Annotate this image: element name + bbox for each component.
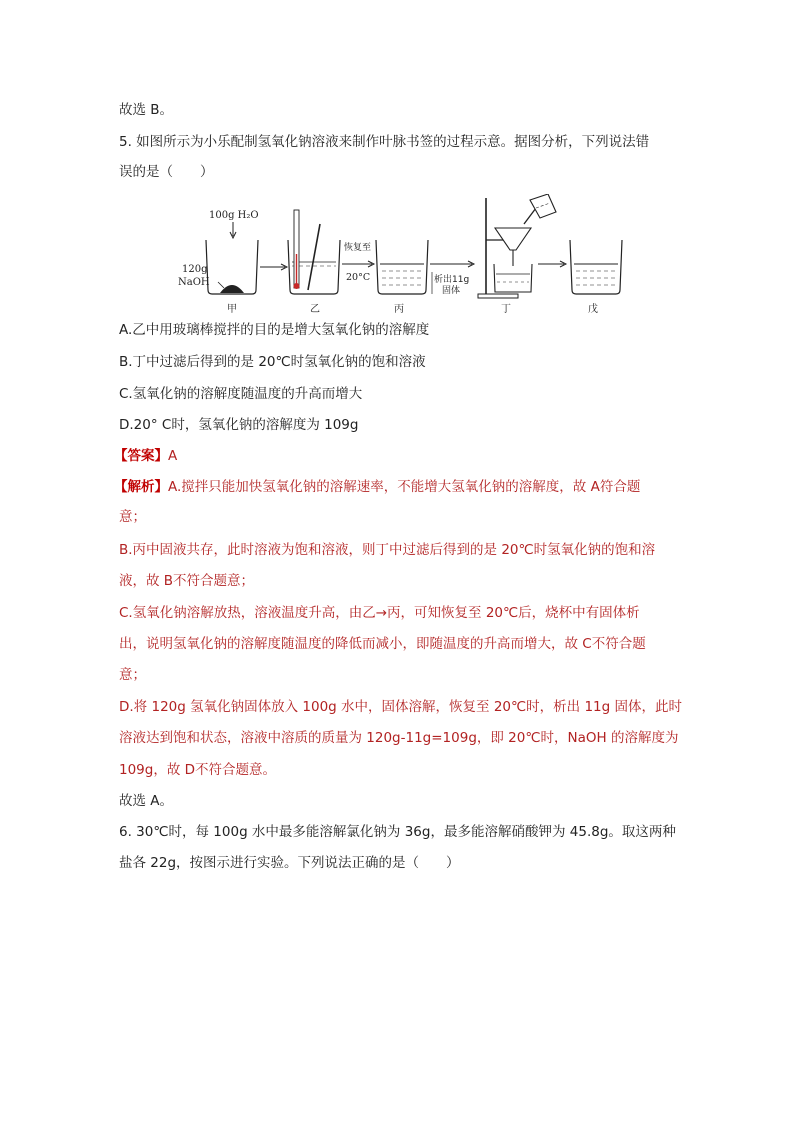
question-6-stem-cont: 盐各 22g，按图示进行实验。下列说法正确的是（ ） <box>119 855 460 871</box>
answer-label: 【答案】 <box>114 448 168 464</box>
label-ding: 丁 <box>501 304 511 315</box>
naoh-name: NaOH <box>178 277 210 288</box>
beaker-bing <box>376 240 428 294</box>
filtration-apparatus <box>478 194 556 298</box>
option-a: A.乙中用玻璃棒搅拌的目的是增大氢氧化钠的溶解度 <box>119 322 430 338</box>
analysis-d-line3: 109g，故 D不符合题意。 <box>119 762 277 778</box>
option-c: C.氢氧化钠的溶解度随温度的升高而增大 <box>119 386 363 402</box>
question-5-stem-cont: 误的是（ ） <box>119 164 214 180</box>
question-5-stem: 5. 如图所示为小乐配制氢氧化钠溶液来制作叶脉书签的过程示意。据图分析，下列说法错 <box>119 134 650 150</box>
analysis-a-text: A.搅拌只能加快氢氧化钠的溶解速率，不能增大氢氧化钠的溶解度，故 A符合题 <box>168 479 641 495</box>
glass-rod <box>308 224 320 290</box>
analysis-d-line1: D.将 120g 氢氧化钠固体放入 100g 水中，固体溶解，恢复至 20℃时，析出 11g 固体，此时 <box>119 699 682 715</box>
analysis-c-line2: 出，说明氢氧化钠的溶解度随温度的降低而减小，即随温度的升高而增大，故 C不符合题 <box>119 636 646 652</box>
naoh-solid <box>220 285 244 293</box>
option-d: D.20° C时，氢氧化钠的溶解度为 109g <box>119 417 359 433</box>
analysis-b-line2: 液，故 B不符合题意； <box>119 573 255 589</box>
option-b: B.丁中过滤后得到的是 20℃时氢氧化钠的饱和溶液 <box>119 354 426 370</box>
answer-value: A <box>168 448 178 464</box>
analysis-a-line2: 意； <box>119 509 146 525</box>
label-jia: 甲 <box>227 304 237 315</box>
conclusion: 故选 A。 <box>119 793 174 809</box>
answer-line <box>114 447 177 465</box>
experiment-diagram <box>170 194 630 318</box>
label-yi: 乙 <box>310 304 320 315</box>
label-bing: 丙 <box>394 304 404 315</box>
question-6-stem: 6. 30℃时，每 100g 水中最多能溶解氯化钠为 36g，最多能溶解硝酸钾为 45.8g。取这两种 <box>119 824 676 840</box>
prev-conclusion: 故选 B。 <box>119 102 174 118</box>
naoh-mass: 120g <box>182 264 208 275</box>
restore-label-2: 20°C <box>346 272 371 283</box>
analysis-c-line3: 意； <box>119 667 146 683</box>
analysis-c-line1: C.氢氧化钠溶解放热，溶液温度升高，由乙→丙，可知恢复至 20℃后，烧杯中有固体析 <box>119 605 640 621</box>
analysis-b-line1: B.丙中固液共存，此时溶液为饱和溶液，则丁中过滤后得到的是 20℃时氢氧化钠的饱和溶 <box>119 542 656 558</box>
water-label: 100g H₂O <box>209 210 259 221</box>
analysis-d-line2: 溶液达到饱和状态，溶液中溶质的质量为 120g-11g=109g，即 20℃时，NaOH 的溶解度为 <box>119 730 679 746</box>
beaker-wu <box>570 240 622 294</box>
precip-label-2: 固体 <box>442 286 461 296</box>
analysis-a-line1 <box>114 478 640 496</box>
restore-label-1: 恢复至 <box>344 243 372 253</box>
analysis-label: 【解析】 <box>114 479 168 495</box>
label-wu: 戊 <box>588 304 598 315</box>
precip-label-1: 析出11g <box>434 275 470 285</box>
